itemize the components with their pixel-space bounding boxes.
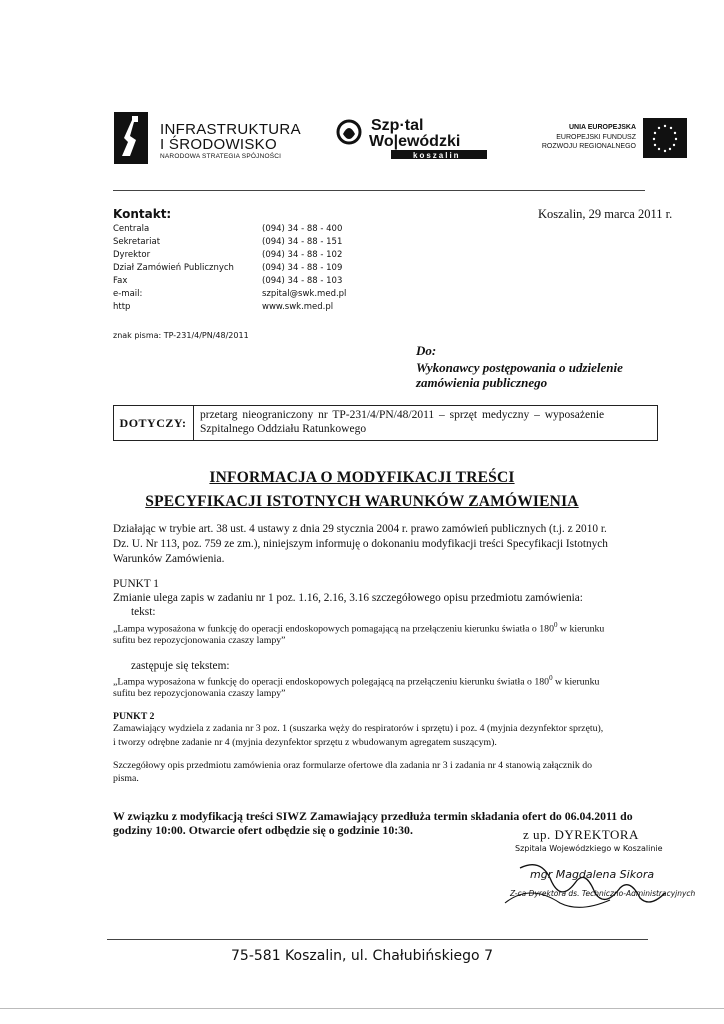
closing-line1: W związku z modyfikacją treści SIWZ Zamawiający przedłuża termin składania ofert do 06.04.2011 do bbox=[113, 809, 633, 823]
contact-value: (094) 34 - 88 - 109 bbox=[262, 263, 343, 273]
footer-address: 75-581 Koszalin, ul. Chałubińskiego 7 bbox=[231, 948, 493, 964]
intro-line3: Warunków Zamówienia. bbox=[113, 553, 225, 565]
contact-email[interactable]: szpital@swk.med.pl bbox=[262, 289, 347, 299]
infra-subtitle: NARODOWA STRATEGIA SPÓJNOŚCI bbox=[160, 153, 282, 160]
svg-text:koszalin: koszalin bbox=[413, 151, 461, 160]
punkt2-note-line1: Szczegółowy opis przedmiotu zamówienia oraz formularze ofertowe dla zadania nr 3 i zadania nr 4 stanowią załącznik do bbox=[113, 760, 593, 771]
punkt1-new-text-line1: „Lampa wyposażona w funkcję do operacji endoskopowych polegającą na przełączeniu kierunku światła o $180^0$ w kierunku bbox=[113, 674, 600, 688]
infrastruktura-logo-icon bbox=[114, 112, 148, 164]
contact-website[interactable]: www.swk.med.pl bbox=[262, 302, 334, 312]
infra-title-line1: INFRASTRUKTURA bbox=[160, 121, 301, 138]
punkt1-old-text-line2: sufitu bez repozycjonowania czaszy lampy” bbox=[113, 635, 286, 646]
contact-label: Centrala bbox=[113, 224, 150, 234]
contact-label: Dział Zamówień Publicznych bbox=[113, 263, 234, 273]
eu-label-line3: ROZWOJU REGIONALNEGO bbox=[541, 143, 636, 150]
punkt1-heading: PUNKT 1 bbox=[113, 578, 159, 590]
intro-line1: Działając w trybie art. 38 ust. 4 ustawy z dnia 29 stycznia 2004 r. prawo zamówień publicznych (t.j. z 2010 r. bbox=[113, 523, 607, 535]
reference-number: znak pisma: TP-231/4/PN/48/2011 bbox=[113, 331, 249, 340]
eu-label-line2: EUROPEJSKI FUNDUSZ bbox=[556, 134, 636, 141]
punkt2-heading: PUNKT 2 bbox=[113, 711, 155, 722]
punkt2-note-line2: pisma. bbox=[113, 773, 139, 784]
punkt1-line1: Zmianie ulega zapis w zadaniu nr 1 poz. 1.16, 2.16, 3.16 szczegółowego opisu przedmiotu zamówienia: bbox=[113, 592, 583, 604]
contact-value: (094) 34 - 88 - 151 bbox=[262, 237, 343, 247]
contact-title: Kontakt: bbox=[113, 207, 172, 221]
svg-text:Wo|ewódzki: Wo|ewódzki bbox=[369, 133, 461, 150]
document-title-line1: INFORMACJA O MODYFIKACJI TREŚCI bbox=[209, 469, 515, 486]
punkt1-new-text-line2: sufitu bez repozycjonowania czaszy lampy” bbox=[113, 688, 286, 699]
hospital-logo bbox=[333, 112, 493, 162]
punkt1-text-label: tekst: bbox=[131, 606, 156, 618]
intro-line2: Dz. U. Nr 113, poz. 759 ze zm.), niniejszym informuję o dokonaniu modyfikacji treści Specyfikacji Istotnych bbox=[113, 538, 608, 550]
subject-text-line2: Szpitalnego Oddziału Ratunkowego bbox=[200, 423, 367, 435]
contact-label: Dyrektor bbox=[113, 250, 151, 260]
signature-stamp bbox=[500, 858, 695, 913]
svg-text:Szp·tal: Szp·tal bbox=[371, 117, 424, 134]
document-title-line2: SPECYFIKACJI ISTOTNYCH WARUNKÓW ZAMÓWIENIA bbox=[145, 493, 579, 510]
signature-title: z up. DYREKTORA bbox=[523, 827, 639, 842]
contact-value: (094) 34 - 88 - 102 bbox=[262, 250, 343, 260]
contact-value: (094) 34 - 88 - 400 bbox=[262, 224, 343, 234]
footer-divider bbox=[107, 939, 648, 940]
contact-label: Sekretariat bbox=[113, 237, 161, 247]
punkt2-line1: Zamawiający wydziela z zadania nr 3 poz. 1 (suszarka węży do respiratorów i sprzętu) i poz. 4 (myjnia dezynfektor sprzętu), bbox=[113, 723, 604, 734]
recipient-line1: Wykonawcy postępowania o udzielenie bbox=[416, 360, 623, 375]
punkt1-old-text-line1: „Lampa wyposażona w funkcję do operacji endoskopowych pomagającą na przełączeniu kierunku światła o $180^0$ w kierunku bbox=[113, 621, 605, 635]
contact-label: Fax bbox=[113, 276, 128, 286]
punkt2-line2: i tworzy odrębne zadanie nr 4 (myjnia dezynfektor sprzętu z wbudowanym agregatem suszącym). bbox=[113, 737, 497, 748]
contact-value: (094) 34 - 88 - 103 bbox=[262, 276, 343, 286]
signature-name: mgr Magdalena Sikora bbox=[530, 868, 655, 881]
letter-date: Koszalin, 29 marca 2011 r. bbox=[538, 207, 673, 221]
contact-label: e-mail: bbox=[113, 289, 143, 299]
eu-flag-icon bbox=[643, 118, 687, 158]
punkt1-replace-label: zastępuje się tekstem: bbox=[131, 660, 230, 672]
signature-role: Z-ca Dyrektora ds. Techniczno-Administracyjnych bbox=[510, 889, 695, 898]
closing-line2: godziny 10:00. Otwarcie ofert odbędzie się o godzinie 10:30. bbox=[113, 823, 413, 837]
header-divider bbox=[113, 190, 645, 191]
subject-text-line1: przetarg nieograniczony nr TP-231/4/PN/48/2011 – sprzęt medyczny – wyposażenie bbox=[200, 409, 605, 421]
subject-label: DOTYCZY: bbox=[113, 405, 194, 441]
recipient-label: Do: bbox=[416, 343, 437, 358]
signature-hospital: Szpitala Wojewódzkiego w Koszalinie bbox=[515, 844, 663, 853]
recipient-line2: zamówienia publicznego bbox=[416, 375, 548, 390]
infra-title-line2: I ŚRODOWISKO bbox=[160, 136, 277, 153]
page-bottom-edge bbox=[0, 1008, 724, 1009]
eu-label-line1: UNIA EUROPEJSKA bbox=[568, 124, 636, 131]
contact-label: http bbox=[113, 302, 131, 312]
